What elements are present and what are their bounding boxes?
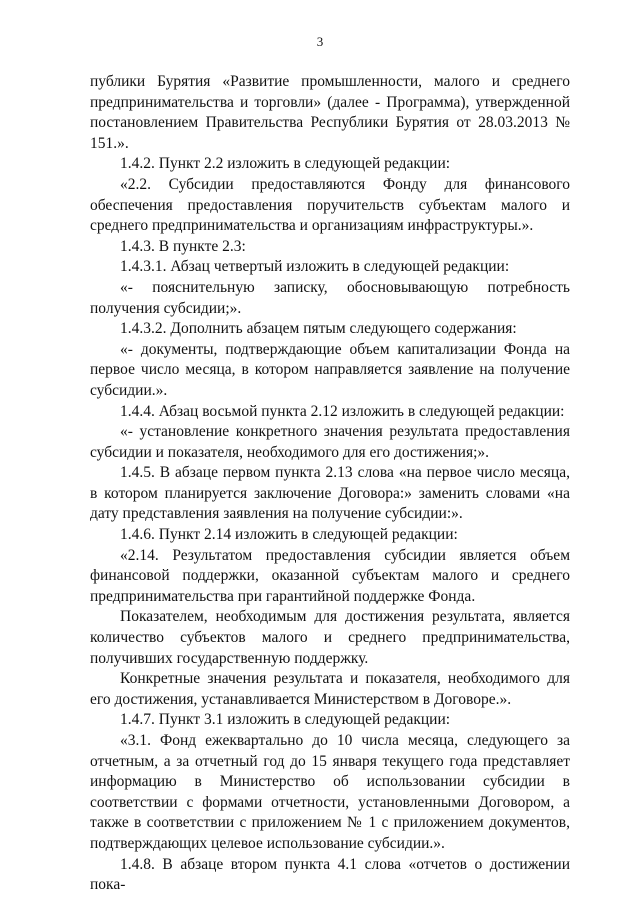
paragraph-explanatory-note: «- пояснительную записку, обосновывающую потребность получения субсидии;». (90, 278, 570, 317)
paragraph-1-4-3-2: 1.4.3.2. Дополнить абзацем пятым следующего содержания: (120, 320, 517, 338)
paragraph-1-4-3-1: 1.4.3.1. Абзац четвертый изложить в следующей редакции: (120, 258, 510, 276)
paragraph-1-4-2: 1.4.2. Пункт 2.2 изложить в следующей редакции: (120, 155, 451, 173)
paragraph-indicator: Показателем, необходимым для достижения результата, является количество субъектов малого и среднего предпринимательства, получивших государственную поддержку. (90, 608, 570, 667)
paragraph-clause-2-2: «2.2. Субсидии предоставляются Фонду для финансового обеспечения предоставления поручительств субъектам малого и среднего предпринимательства и организациям инфраструктуры.». (90, 175, 570, 235)
paragraph-1-4-6: 1.4.6. Пункт 2.14 изложить в следующей редакции: (120, 526, 458, 544)
paragraph-1-4-8: 1.4.8. В абзаце втором пункта 4.1 слова «отчетов о достижении пока- (90, 855, 570, 894)
paragraph-1-4-4: 1.4.4. Абзац восьмой пункта 2.12 изложить в следующей редакции: (120, 402, 565, 420)
page-number: 3 (316, 34, 324, 49)
document-body (90, 72, 570, 896)
paragraph-program-reference: публики Бурятия «Развитие промышленности, малого и среднего предпринимательства и торговли» (далее - Программа), утвержденной постановлением Правительства Республики Бурятия от 28.03.2013 № 151.». (90, 73, 570, 152)
paragraph-1-4-5: 1.4.5. В абзаце первом пункта 2.13 слова «на первое число месяца, в котором планируется заключение Договора:» заменить словами «на дату представления заявления на получение субсидии:». (90, 464, 570, 523)
paragraph-clause-2-14: «2.14. Результатом предоставления субсидии является объем финансовой поддержки, оказанной субъектам малого и среднего предпринимательства при гарантийной поддержке Фонда. (90, 546, 570, 605)
paragraph-result-value: «- установление конкретного значения результата предоставления субсидии и показателя, необходимого для его достижения;». (90, 423, 570, 461)
paragraph-1-4-7: 1.4.7. Пункт 3.1 изложить в следующей редакции: (120, 711, 451, 729)
paragraph-1-4-3: 1.4.3. В пункте 2.3: (120, 237, 246, 255)
paragraph-capitalization-docs: «- документы, подтверждающие объем капитализации Фонда на первое число месяца, в котором направляется заявление на получение субсидии.». (90, 340, 570, 399)
paragraph-specific-values: Конкретные значения результата и показателя, необходимого для его достижения, устанавливается Министерством в Договоре.». (90, 670, 570, 708)
paragraph-clause-3-1: «3.1. Фонд ежеквартально до 10 числа месяца, следующего за отчетным, а за отчетный год до 15 января текущего года представляет информацию в Министерство об использовании субсидии в соответствии с формами отчетности, установленными Договором, а также в соответствии с приложением № 1 с приложением документов, подтверждающих целевое использование субсидии.». (90, 732, 570, 852)
